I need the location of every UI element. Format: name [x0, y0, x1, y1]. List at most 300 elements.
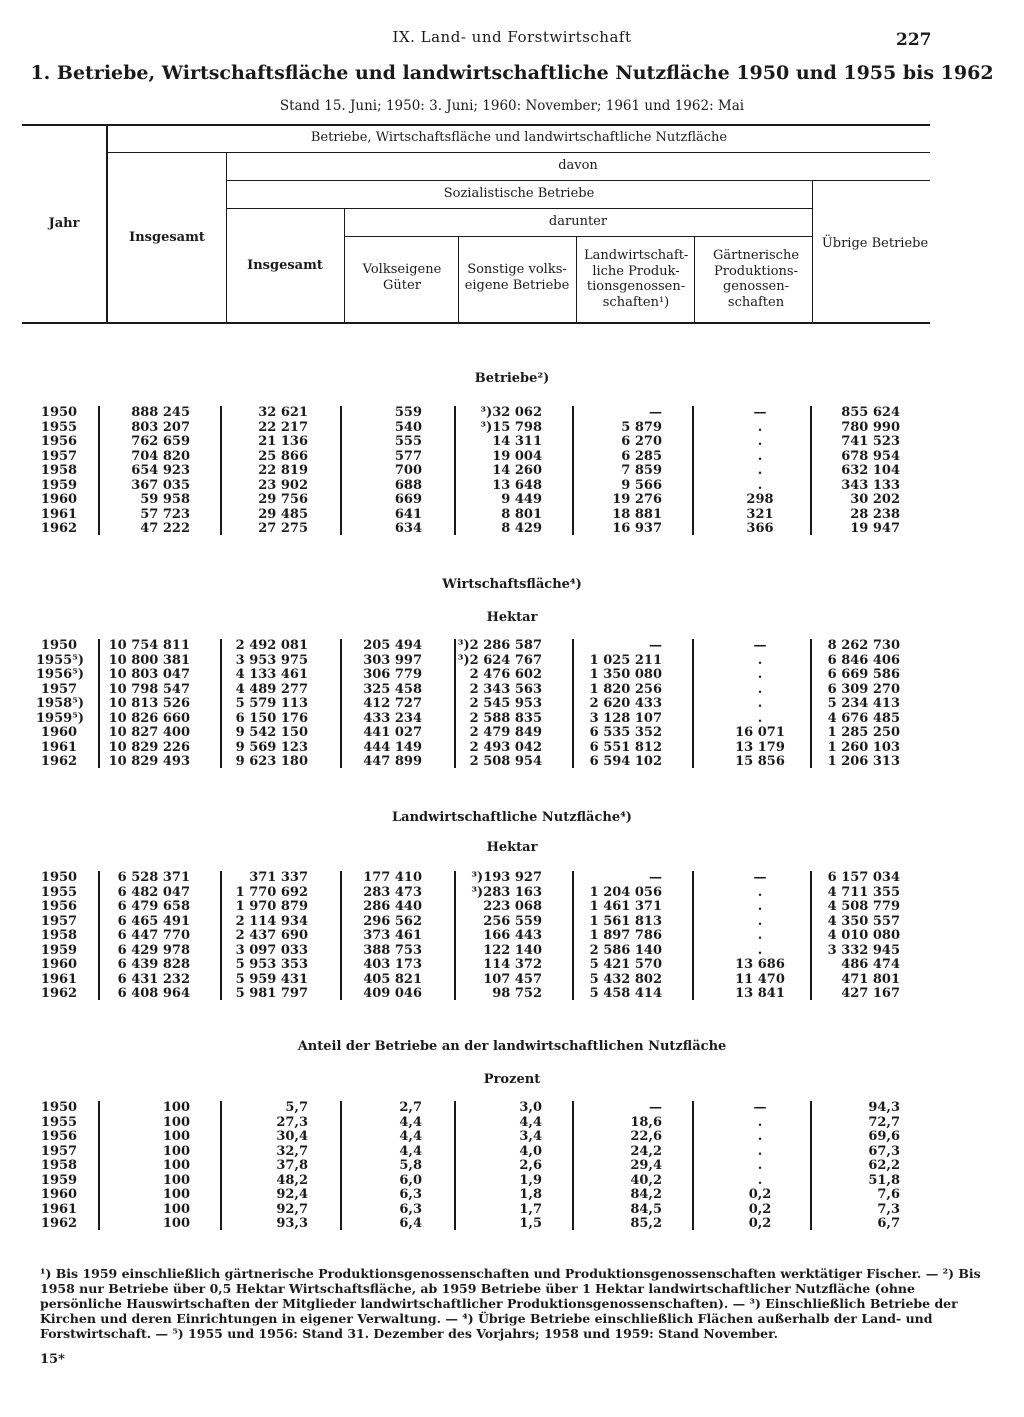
table-cell: 7,3: [877, 1201, 900, 1217]
row-year: 1960: [40, 1187, 78, 1202]
table-cell: 4,4: [399, 1129, 422, 1144]
table-cell: .: [757, 696, 763, 711]
column-rule: [810, 639, 812, 768]
column-rule: [98, 871, 100, 1000]
table-cell: 1 025 211: [589, 652, 662, 668]
row-year: 1962: [40, 521, 78, 536]
table-cell: 47 222: [140, 521, 190, 536]
row-year: 1955: [40, 419, 78, 435]
table-cell: 5 579 113: [235, 696, 308, 711]
column-rule: [810, 871, 812, 1000]
table-cell: 6,3: [399, 1187, 422, 1202]
table-cell: 19 947: [850, 521, 900, 536]
table-cell: 84,5: [630, 1201, 662, 1217]
table-cell: 4,4: [399, 1143, 422, 1159]
table-cell: .: [757, 1114, 763, 1130]
table-cell: .: [757, 928, 763, 943]
table-cell: 24,2: [630, 1143, 662, 1159]
table-cell: .: [757, 942, 763, 958]
table-cell: 1 204 056: [589, 884, 662, 900]
table-cell: 388 753: [363, 942, 422, 958]
table-cell: 2,6: [519, 1158, 542, 1173]
table-cell: 21 136: [258, 434, 308, 449]
row-year: 1955: [40, 884, 78, 900]
table-cell: 3,4: [519, 1129, 542, 1144]
table-cell: 6,0: [399, 1172, 422, 1188]
table-cell: 283 473: [363, 884, 422, 900]
column-rule: [220, 871, 222, 1000]
table-cell: 28 238: [850, 506, 900, 522]
table-cell: 3 953 975: [235, 652, 308, 668]
row-year: 1962: [40, 1216, 78, 1231]
row-year: 1959: [40, 1172, 78, 1188]
table-cell: 298: [746, 492, 774, 507]
row-year: 1962: [40, 754, 78, 769]
table-cell: ³)283 163: [471, 884, 542, 900]
table-cell: 7,6: [877, 1187, 900, 1202]
table-cell: 29 756: [258, 492, 308, 507]
column-rule: [220, 1101, 222, 1230]
column-rule: [572, 406, 574, 535]
table-cell: 5 234 413: [827, 696, 900, 711]
table-cell: 69,6: [868, 1129, 900, 1144]
table-cell: 678 954: [841, 448, 900, 464]
table-cell: .: [757, 448, 763, 464]
table-cell: ³)2 286 587: [457, 638, 542, 653]
table-cell: 1 206 313: [827, 754, 900, 769]
table-cell: 13 648: [492, 477, 542, 493]
table-cell: 72,7: [868, 1114, 900, 1130]
table-cell: 29,4: [630, 1158, 662, 1173]
table-cell: 62,2: [868, 1158, 900, 1173]
table-cell: 94,3: [868, 1100, 900, 1115]
table-cell: 855 624: [841, 405, 900, 420]
table-cell: 30,4: [276, 1129, 308, 1144]
table-cell: 100: [162, 1201, 190, 1217]
table-cell: .: [757, 710, 763, 726]
table-cell: 18,6: [630, 1114, 662, 1130]
header-soc-total: Insgesamt: [247, 258, 323, 273]
table-cell: 7 859: [621, 463, 662, 478]
table-cell: 1 285 250: [827, 725, 900, 740]
table-cell: 10 754 811: [108, 638, 190, 653]
table-cell: 6 465 491: [117, 913, 190, 929]
table-cell: 780 990: [841, 419, 900, 435]
table-cell: 4,4: [399, 1114, 422, 1130]
table-cell: 343 133: [841, 477, 900, 493]
header-divider: [226, 208, 812, 209]
table-cell: ³)15 798: [480, 419, 542, 435]
table-cell: 5 953 353: [235, 957, 308, 972]
table-cell: .: [757, 667, 763, 682]
column-rule: [340, 406, 342, 535]
row-year: 1957: [40, 448, 78, 464]
row-year: 1950: [40, 1100, 78, 1115]
table-cell: 14 260: [492, 463, 542, 478]
table-cell: 107 457: [483, 971, 542, 987]
column-rule: [692, 871, 694, 1000]
table-cell: 6 431 232: [117, 971, 190, 987]
table-cell: 92,4: [276, 1187, 308, 1202]
table-title: 1. Betriebe, Wirtschaftsfläche und landwirtschaftliche Nutzfläche 1950 und 1955 bis 1962: [30, 62, 994, 84]
table-cell: 367 035: [131, 477, 190, 493]
table-cell: 2 620 433: [589, 696, 662, 711]
column-rule: [692, 1101, 694, 1230]
table-cell: 6,4: [399, 1216, 422, 1231]
section-heading: Landwirtschaftliche Nutzfläche⁴): [392, 810, 632, 825]
table-cell: 5 981 797: [235, 986, 308, 1001]
table-cell: 67,3: [868, 1143, 900, 1159]
table-cell: 16 071: [735, 725, 785, 740]
header-divider: [344, 236, 812, 237]
table-cell: 2 476 602: [469, 667, 542, 682]
table-cell: 1,7: [519, 1201, 542, 1217]
row-year: 1962: [40, 986, 78, 1001]
header-uebrige: Übrige Betriebe: [821, 236, 929, 251]
table-cell: 3,0: [519, 1100, 542, 1115]
table-cell: 2 492 081: [235, 638, 308, 653]
table-cell: .: [757, 463, 763, 478]
table-cell: 9 542 150: [235, 725, 308, 740]
table-cell: 2 586 140: [589, 942, 662, 958]
table-cell: .: [757, 434, 763, 449]
row-year: 1950: [40, 638, 78, 653]
table-cell: 6 447 770: [117, 928, 190, 943]
table-cell: 4,0: [519, 1143, 542, 1159]
table-cell: 6 528 371: [117, 870, 190, 885]
table-cell: 22,6: [630, 1129, 662, 1144]
section-heading: Wirtschaftsfläche⁴): [442, 577, 582, 592]
table-cell: 688: [394, 477, 422, 493]
table-cell: 100: [162, 1114, 190, 1130]
table-cell: 632 104: [841, 463, 900, 478]
table-subtitle: Stand 15. Juni; 1950: 3. Juni; 1960: November; 1961 und 1962: Mai: [279, 98, 745, 114]
column-rule: [454, 1101, 456, 1230]
table-cell: 22 819: [258, 463, 308, 478]
row-year: 1957: [40, 681, 78, 697]
header-divider: [694, 236, 695, 322]
table-cell: 10 829 226: [108, 739, 190, 755]
table-cell: 10 803 047: [108, 667, 190, 682]
header-davon: davon: [558, 158, 598, 173]
table-cell: 1,5: [519, 1216, 542, 1231]
table-cell: 403 173: [363, 957, 422, 972]
table-cell: 5,8: [399, 1158, 422, 1173]
table-cell: 100: [162, 1143, 190, 1159]
table-cell: ³)193 927: [471, 870, 542, 885]
table-cell: 306 779: [363, 667, 422, 682]
table-cell: 1 970 879: [235, 899, 308, 914]
table-cell: 98 752: [492, 986, 542, 1001]
row-year: 1959: [40, 942, 78, 958]
table-cell: 4 350 557: [827, 913, 900, 929]
table-cell: 409 046: [363, 986, 422, 1001]
column-rule: [454, 639, 456, 768]
table-cell: 5 959 431: [235, 971, 308, 987]
header-gpg: Gärtnerische Produktions-genossen-schaften: [712, 248, 800, 310]
table-cell: 888 245: [131, 405, 190, 420]
table-cell: 6 408 964: [117, 986, 190, 1001]
header-sonstige: Sonstige volks-eigene Betriebe: [464, 262, 570, 293]
table-cell: 5,7: [285, 1100, 308, 1115]
table-cell: 8 262 730: [827, 638, 900, 653]
column-rule: [692, 406, 694, 535]
table-cell: 48,2: [276, 1172, 308, 1188]
table-cell: 2,7: [399, 1100, 422, 1115]
column-rule: [572, 639, 574, 768]
row-year: 1950: [40, 870, 78, 885]
table-cell: 27,3: [276, 1114, 308, 1130]
row-year: 1961: [40, 739, 78, 755]
table-cell: 2 545 953: [469, 696, 542, 711]
table-cell: 669: [394, 492, 422, 507]
table-cell: 10 813 526: [108, 696, 190, 711]
column-rule: [572, 871, 574, 1000]
table-cell: 14 311: [492, 434, 542, 449]
table-cell: 5 458 414: [589, 986, 662, 1001]
table-cell: 57 723: [140, 506, 190, 522]
row-year: 1960: [40, 725, 78, 740]
table-cell: 9 566: [621, 477, 662, 493]
row-year: 1958: [40, 463, 78, 478]
table-cell: 93,3: [276, 1216, 308, 1231]
table-cell: 9 569 123: [235, 739, 308, 755]
table-cell: 1 770 692: [235, 884, 308, 900]
table-cell: 2 437 690: [235, 928, 308, 943]
table-cell: 13 179: [735, 739, 785, 755]
table-cell: —: [649, 1100, 662, 1115]
table-cell: .: [757, 1158, 763, 1173]
column-rule: [340, 639, 342, 768]
column-rule: [98, 639, 100, 768]
table-cell: 6 285: [621, 448, 662, 464]
table-cell: .: [757, 884, 763, 900]
page-number: 227: [896, 30, 932, 50]
table-cell: .: [757, 419, 763, 435]
table-cell: 803 207: [131, 419, 190, 435]
row-year: 1961: [40, 1201, 78, 1217]
table-cell: 51,8: [868, 1172, 900, 1188]
table-cell: 10 829 493: [108, 754, 190, 769]
table-cell: 559: [394, 405, 422, 420]
table-cell: .: [757, 652, 763, 668]
row-year: 1957: [40, 1143, 78, 1159]
table-cell: 10 827 400: [108, 725, 190, 740]
table-cell: 16 937: [612, 521, 662, 536]
table-cell: 427 167: [841, 986, 900, 1001]
table-cell: 32,7: [276, 1143, 308, 1159]
table-cell: 2 479 849: [469, 725, 542, 740]
section-heading: Betriebe²): [474, 371, 550, 386]
table-cell: 540: [394, 419, 422, 435]
table-cell: 11 470: [735, 971, 785, 987]
table-cell: 2 508 954: [469, 754, 542, 769]
table-cell: 286 440: [363, 899, 422, 914]
table-cell: 741 523: [841, 434, 900, 449]
row-year: 1959⁵): [36, 710, 85, 726]
table-cell: 1 561 813: [589, 913, 662, 929]
table-cell: 100: [162, 1129, 190, 1144]
table-cell: 85,2: [630, 1216, 662, 1231]
table-cell: 555: [394, 434, 422, 449]
table-cell: 762 659: [131, 434, 190, 449]
table-cell: —: [649, 405, 662, 420]
header-top: Betriebe, Wirtschaftsfläche und landwirtschaftliche Nutzfläche: [310, 130, 728, 145]
table-cell: 40,2: [630, 1172, 662, 1188]
table-cell: 8 801: [501, 506, 542, 522]
column-rule: [98, 406, 100, 535]
column-rule: [340, 871, 342, 1000]
table-cell: 4 010 080: [827, 928, 900, 943]
table-cell: .: [757, 477, 763, 493]
table-cell: ³)2 624 767: [457, 652, 542, 668]
row-year: 1958: [40, 1158, 78, 1173]
row-year: 1959: [40, 477, 78, 493]
row-year: 1956: [40, 434, 78, 449]
table-cell: 433 234: [363, 710, 422, 726]
table-cell: 25 866: [258, 448, 308, 464]
row-year: 1960: [40, 957, 78, 972]
table-cell: 15 856: [735, 754, 785, 769]
table-cell: 447 899: [363, 754, 422, 769]
table-cell: 296 562: [363, 913, 422, 929]
row-year: 1956: [40, 1129, 78, 1144]
table-cell: 3 097 033: [235, 942, 308, 958]
table-cell: 1,9: [519, 1172, 542, 1188]
table-cell: 6 594 102: [589, 754, 662, 769]
table-cell: 4 489 277: [235, 681, 308, 697]
section-heading: Anteil der Betriebe an der landwirtschaftlichen Nutzfläche: [297, 1039, 727, 1054]
column-rule: [572, 1101, 574, 1230]
column-rule: [220, 406, 222, 535]
table-cell: 4 508 779: [827, 899, 900, 914]
table-cell: 654 923: [131, 463, 190, 478]
row-year: 1958: [40, 928, 78, 943]
page-signature: 15*: [40, 1352, 65, 1367]
table-cell: 19 276: [612, 492, 662, 507]
table-cell: ³)32 062: [480, 405, 542, 420]
table-cell: 223 068: [483, 899, 542, 914]
table-cell: 6 309 270: [827, 681, 900, 697]
row-year: 1961: [40, 506, 78, 522]
table-cell: 1 350 080: [589, 667, 662, 682]
header-total: Insgesamt: [129, 230, 205, 245]
table-cell: 704 820: [131, 448, 190, 464]
table-cell: 30 202: [850, 492, 900, 507]
table-cell: 321: [746, 506, 774, 522]
table-cell: 8 429: [501, 521, 542, 536]
table-cell: 6 535 352: [589, 725, 662, 740]
table-cell: .: [757, 899, 763, 914]
row-year: 1958⁵): [36, 696, 85, 711]
table-cell: 405 821: [363, 971, 422, 987]
table-cell: 634: [394, 521, 422, 536]
table-cell: 641: [394, 506, 422, 522]
table-cell: 4,4: [519, 1114, 542, 1130]
table-cell: 2 343 563: [469, 681, 542, 697]
table-cell: 10 800 381: [108, 652, 190, 668]
column-rule: [220, 639, 222, 768]
table-cell: 303 997: [363, 652, 422, 668]
table-cell: 122 140: [483, 942, 542, 958]
table-cell: 1 820 256: [589, 681, 662, 697]
table-cell: 6,3: [399, 1201, 422, 1217]
table-cell: 27 275: [258, 521, 308, 536]
table-cell: 6 157 034: [827, 870, 900, 885]
table-cell: 486 474: [841, 957, 900, 972]
column-rule: [340, 1101, 342, 1230]
table-cell: 2 493 042: [469, 739, 542, 755]
row-year: 1960: [40, 492, 78, 507]
table-cell: 1 461 371: [589, 899, 662, 914]
header-year: Jahr: [48, 216, 80, 231]
table-cell: 6 551 812: [589, 739, 662, 755]
row-year: 1955⁵): [36, 652, 85, 668]
table-cell: 6 429 978: [117, 942, 190, 958]
table-cell: 6 270: [621, 434, 662, 449]
table-cell: 4 676 485: [827, 710, 900, 726]
column-rule: [810, 406, 812, 535]
table-cell: 5 432 802: [589, 971, 662, 987]
table-cell: 2 114 934: [235, 913, 308, 929]
table-cell: 9 623 180: [235, 754, 308, 769]
table-cell: 22 217: [258, 419, 308, 435]
column-rule: [98, 1101, 100, 1230]
header-divider: [226, 180, 930, 181]
header-top-rule: [22, 124, 930, 126]
table-cell: 2 588 835: [469, 710, 542, 726]
table-cell: .: [757, 1129, 763, 1144]
header-darunter: darunter: [548, 214, 608, 229]
header-lpg: Landwirtschaft-liche Produk-tionsgenossen-schaften¹): [584, 248, 689, 310]
column-rule: [810, 1101, 812, 1230]
table-cell: .: [757, 681, 763, 697]
header-divider: [812, 180, 813, 322]
row-year: 1955: [40, 1114, 78, 1130]
section-unit: Hektar: [486, 610, 538, 625]
table-cell: 6,7: [877, 1216, 900, 1231]
table-cell: 6 479 658: [117, 899, 190, 914]
header-socialist: Sozialistische Betriebe: [443, 186, 595, 201]
table-cell: 5 421 570: [589, 957, 662, 972]
table-cell: 577: [394, 448, 422, 464]
header-veg: Volkseigene Güter: [362, 262, 442, 293]
row-year: 1956⁵): [36, 667, 85, 682]
table-cell: 13 841: [735, 986, 785, 1001]
running-head: IX. Land- und Forstwirtschaft: [392, 28, 632, 46]
table-cell: 412 727: [363, 696, 422, 711]
table-cell: 6 439 828: [117, 957, 190, 972]
table-cell: .: [757, 1143, 763, 1159]
footnotes: ¹) Bis 1959 einschließlich gärtnerische Produktionsgenossenschaften und Produktionsgenossenschaften werktätiger Fischer. — ²) Bis 1958 nur Betriebe über 0,5 Hektar Wirtschaftsfläche, ab 1959 Betriebe über 1 Hektar landwirtschaftlicher Nutzfläche (ohne persönliche Hauswirtschaften der Mitglieder landwirtschaftlicher Produktionsgenossenschaften). — ³) Einschließlich Betriebe der Kirchen und deren Einrichtungen in eigener Verwaltung. — ⁴) Übrige Betriebe einschließlich Flächen außerhalb der Land- und Forstwirtschaft. — ⁵) 1955 und 1956: Stand 31. Dezember des Vorjahrs; 1958 und 1959: Stand November.: [40, 1266, 981, 1341]
table-cell: .: [757, 913, 763, 929]
table-cell: 100: [162, 1187, 190, 1202]
header-divider: [106, 124, 108, 322]
table-cell: 3 332 945: [827, 942, 900, 958]
table-cell: 700: [394, 463, 422, 478]
table-cell: 177 410: [363, 870, 422, 885]
table-cell: 6 150 176: [235, 710, 308, 726]
header-divider: [576, 236, 577, 322]
table-cell: 10 826 660: [108, 710, 190, 726]
table-cell: 371 337: [249, 870, 308, 885]
table-cell: 92,7: [276, 1201, 308, 1217]
table-cell: 84,2: [630, 1187, 662, 1202]
table-cell: 100: [162, 1172, 190, 1188]
table-cell: —: [649, 870, 662, 885]
table-cell: 3 128 107: [589, 710, 662, 726]
table-cell: 23 902: [258, 477, 308, 493]
